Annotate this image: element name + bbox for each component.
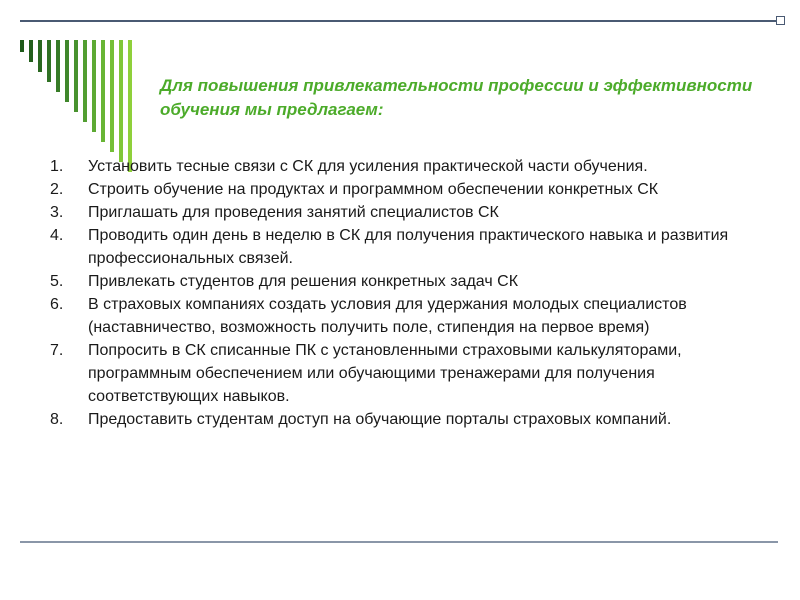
list-item-text: Предоставить студентам доступ на обучающие порталы страховых компаний. (88, 411, 672, 428)
decorative-bar (83, 40, 87, 122)
list-item-number: 2. (50, 181, 64, 198)
list-item-number: 6. (50, 296, 64, 313)
list-item-text: Установить тесные связи с СК для усиления практической части обучения. (88, 158, 648, 175)
list-item-number: 7. (50, 342, 64, 359)
top-rule-end-marker (776, 16, 785, 25)
list-item-number: 3. (50, 204, 64, 221)
list-item-number: 8. (50, 411, 64, 428)
decorative-bar (47, 40, 51, 82)
list-item (36, 408, 776, 431)
list-item (36, 178, 776, 201)
decorative-bar (128, 40, 132, 172)
decorative-bar (92, 40, 96, 132)
list-item (36, 224, 776, 270)
decorative-bar (101, 40, 105, 142)
list-item-text: Попросить в СК списанные ПК с установленными страховыми калькуляторами, программным обеспечением или обучающими тренажерами для получения соответствующих навыков. (88, 342, 682, 405)
decorative-bar (56, 40, 60, 92)
decorative-bar (110, 40, 114, 152)
list-item-text: В страховых компаниях создать условия для удержания молодых специалистов (наставничество, возможность получить поле, стипендия на первое время) (88, 296, 687, 336)
slide-heading: Для повышения привлекательности профессии и эффективности обучения мы предлагаем: (160, 76, 753, 119)
list-item-number: 1. (50, 158, 64, 175)
decorative-bar (20, 40, 24, 52)
decorative-bar (119, 40, 123, 162)
proposals-list (36, 155, 776, 431)
decorative-bar (74, 40, 78, 112)
list-item-text: Проводить один день в неделю в СК для получения практического навыка и развития профессиональных связей. (88, 227, 729, 267)
list-item (36, 270, 776, 293)
list-item-text: Приглашать для проведения занятий специалистов СК (88, 204, 499, 221)
list-item (36, 201, 776, 224)
list-item-number: 5. (50, 273, 64, 290)
decorative-bar (38, 40, 42, 72)
list-item-text: Строить обучение на продуктах и программном обеспечении конкретных СК (88, 181, 659, 198)
list-item (36, 339, 776, 408)
decorative-bar (65, 40, 69, 102)
list-item-number: 4. (50, 227, 64, 244)
decorative-bar (29, 40, 33, 62)
list-item (36, 293, 776, 339)
list-item-text: Привлекать студентов для решения конкретных задач СК (88, 273, 519, 290)
bottom-rule (20, 541, 778, 543)
list-item (36, 155, 776, 178)
